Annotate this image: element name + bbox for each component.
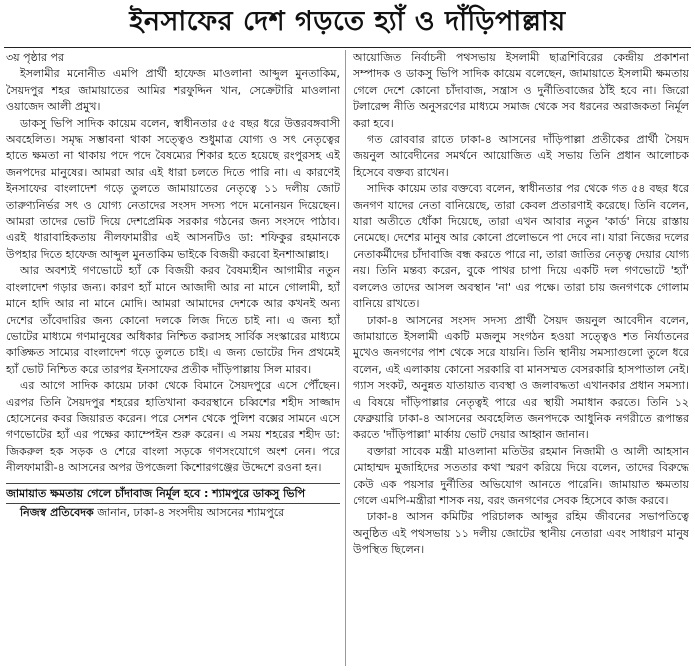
subheadline: জামায়াত ক্ষমতায় গেলে চাঁদাবাজ নির্মূল হবে : শ্যামপুরে ডাকসু ভিপি <box>6 483 340 502</box>
paragraph: ঢাকা-৪ আসন কমিটির পরিচালক আব্দুর রহিম জীবনের সভাপতিত্বে অনুষ্ঠিত এই পথসভায় ১১ দলীয় জোটের স্থানীয় নেতারা এবং সাধারণ মানুষ উপস্থিত ছিলেন। <box>353 510 689 557</box>
paragraph: আর অবশ্যই গণভোটে হ্যাঁ কে বিজয়ী করব বৈষম্যহীন আগামীর নতুন বাংলাদেশ গড়ার জন্য। কারণ হ্যাঁ মানে আজাদী আর না মানে গোলামী, হ্যাঁ মানে হাদি আর না মানে মোদি। আমরা আমাদের দেশকে আর কখনই অন্য দেশের তাঁবেদারির জন্য কোনো দলকে লিজ দিতে চাই না। এ জন্য হ্যাঁ ভোটের মাধ্যমে গণমানুষের অধিকার নিশ্চিত করাসহ সার্বিক সংস্কারের মাধ্যমে কাঙ্ক্ষিত সাম্যের বাংলাদেশ গড়ে তুলতে চাই। এ জন্য ভোটের দিন প্রথমেই হ্যাঁ ভোট নিশ্চিত করে তারপর ইনসাফের প্রতীক দাঁড়িপাল্লায় সিল মারব। <box>6 264 340 376</box>
paragraph: ঢাকা-৪ আসনের সংসদ সদস্য প্রার্থী সৈয়দ জয়নুল আবেদীন বলেন, জামায়াতে ইসলামী একটি মজলুম সংগঠন হওয়া সত্ত্বেও শত নির্যাতনের মুখেও জনগণের পাশ থেকে সরে যায়নি। তিনি স্থানীয় সমস্যাগুলো তুলে ধরে বলেন, এই এলাকায় কোনো সরকারি বা মানসম্মত বেসরকারি হাসপাতাল নেই। গ্যাস সংকট, অনুন্নত যাতায়াত ব্যবস্থা ও জলাবদ্ধতা এখানকার প্রধান সমস্যা। এ বিষয়ে দাঁড়িপাল্লার নেতৃত্বই পারে এর স্থায়ী সমাধান করতে। তিনি ১২ ফেব্রুয়ারি ঢাকা-৪ আসনের অবহেলিত জনপদকে আধুনিক নগরীতে রূপান্তর করতে 'দাঁড়িপাল্লা' মার্কায় ভোট দেয়ার আহ্বান জানান। <box>353 313 689 442</box>
byline-reporter: নিজস্ব প্রতিবেদক <box>20 505 94 519</box>
paragraph: ডাকসু ভিপি সাদিক কায়েম বলেন, স্বাধীনতার ৫৫ বছর ধরে উত্তরবঙ্গবাসী অবহেলিত। সমৃদ্ধ সম্ভাবনা থাকা সত্ত্বেও শুধুমাত্র যোগ্য ও সৎ নেতৃত্বের হাতে ক্ষমতা না থাকায় পদে পদে বৈষম্যের শিকার হতে হয়েছে রংপুরসহ এই জনপদের মানুষের। আমরা আর এই ধারা চলতে দিতে পারি না। এ কারণেই ইনসাফের বাংলাদেশ গড়ে তুলতে জামায়াতের নেতৃত্বে ১১ দলীয় জোট তারুণ্যনির্ভর সৎ ও যোগ্য নেতাদের সংসদ সদস্য পদে মনোনয়ন দিয়েছেন। আমরা তাদের ভোট দিয়ে দেশপ্রেমিক সরকার গঠনের জন্য সংসদে পাঠাব। এরই ধারাবাহিকতায় নীলফামারীর এই আসনটিও ডা: শফিকুর রহমানকে উপহার দিতে হাফেজ আব্দুল মুনতাকিম ভাইকে বিজয়ী করবো ইনশাআল্লাহ। <box>6 116 340 261</box>
byline <box>6 505 340 521</box>
paragraph: ইসলামীর মনোনীত এমপি প্রার্থী হাফেজ মাওলানা আব্দুল মুনতাকিম, সৈয়দপুর শহর জামায়াতের আমির শরফুদ্দিন খান, সেক্রেটারি মাওলানা ওয়াজেদ আলী প্রমুখ। <box>6 67 340 114</box>
paragraph: এর আগে সাদিক কায়েম ঢাকা থেকে বিমানে সৈয়দপুরে এসে পৌঁছেন। এরপর তিনি সৈয়দপুর শহরের হাতিখানা কবরস্থানে চব্বিশের শহীদ সাজ্জাদ হোসেনের কবর জিয়ারত করেন। পরে সেশন থেকে পুলিশ বক্সের সামনে এসে গণভোটের হ্যাঁ এর পক্ষের ক্যাম্পেইন শুরু করেন। এ সময় শহরের শহীদ ডা: জিকরুল হক সড়ক ও শেরে বাংলা সড়কে গণসংযোগে অংশ নেন। পরে নীলফামারী-৪ আসনের অপর উপজেলা কিশোরগঞ্জের উদ্দেশে রওনা হন। <box>6 379 340 475</box>
right-column <box>353 50 689 666</box>
paragraph: গত রোববার রাতে ঢাকা-৪ আসনের দাঁড়িপাল্লা প্রতীকের প্রার্থী সৈয়দ জয়নুল আবেদীনের সমর্থনে আয়োজিত এই সভায় তিনি প্রধান আলোচক হিসেবে বক্তব্য রাখেন। <box>353 133 689 179</box>
headline: ইনসাফের দেশ গড়তে হ্যাঁ ও দাঁড়িপাল্লায় <box>129 5 566 37</box>
column-divider <box>345 50 346 666</box>
byline-text: জানান, ঢাকা-৪ সংসদীয় আসনের শ্যামপুরে <box>93 505 285 519</box>
left-column <box>6 50 340 666</box>
paragraph: সাদিক কায়েম তার বক্তব্যে বলেন, স্বাধীনতার পর থেকে গত ৫৪ বছর ধরে জনগণ যাদের নেতা বানিয়েছে, তারা কেবল প্রতারণাই করেছে। তিনি বলেন, যারা অতীতে ধোঁকা দিয়েছে, তারা এখন আবার নতুন 'কার্ড' নিয়ে রাস্তায় নেমেছে। দেশের মানুষ আর কোনো প্রলোভনে পা দেবে না। যারা নিজের দলের নেতাকর্মীদের চাঁদাবাজি বন্ধ করতে পারে না, তারা জাতির নেতৃত্ব দেয়ার যোগ্য নয়। তিনি মন্তব্য করেন, বুকে পাথর চাপা দিয়ে একটি দল গণভোটে 'হ্যাঁ' বললেও তাদের আসল অবস্থান 'না' এর পক্ষে। তারা চায় জনগণকে গোলাম বানিয়ে রাখতে। <box>353 182 689 311</box>
headline-rule <box>4 47 691 48</box>
paragraph: আয়োজিত নির্বাচনী পথসভায় ইসলামী ছাত্রশিবিরের কেন্দ্রীয় প্রকাশনা সম্পাদক ও ডাকসু ভিপি সাদিক কায়েম বলেছেন, জামায়াতে ইসলামী ক্ষমতায় গেলে দেশে কোনো চাঁদাবাজ, সন্ত্রাস ও দুর্নীতিবাজের ঠাঁই হবে না। জিরো টলারেন্স নীতি অনুসরণের মাধ্যমে সমাজ থেকে সব ধরনের অরাজকতা নির্মূল করা হবে। <box>353 51 689 130</box>
byline-block <box>6 503 340 521</box>
paragraph: বক্তারা সাবেক মন্ত্রী মাওলানা মতিউর রহমান নিজামী ও আলী আহসান মোহাম্মদ মুজাহিদের সততার কথা স্মরণ করিয়ে দিয়ে বলেন, তাদের বিরুদ্ধে কেউ এক পয়সার দুর্নীতির অভিযোগ আনতে পারেনি। জামায়াত ক্ষমতায় গেলে এমপি-মন্ত্রীরা শাসক নয়, বরং জনগণের সেবক হিসেবে কাজ করবে। <box>353 444 689 507</box>
continued-label: ৩য় পৃষ্ঠার পর <box>6 51 65 64</box>
